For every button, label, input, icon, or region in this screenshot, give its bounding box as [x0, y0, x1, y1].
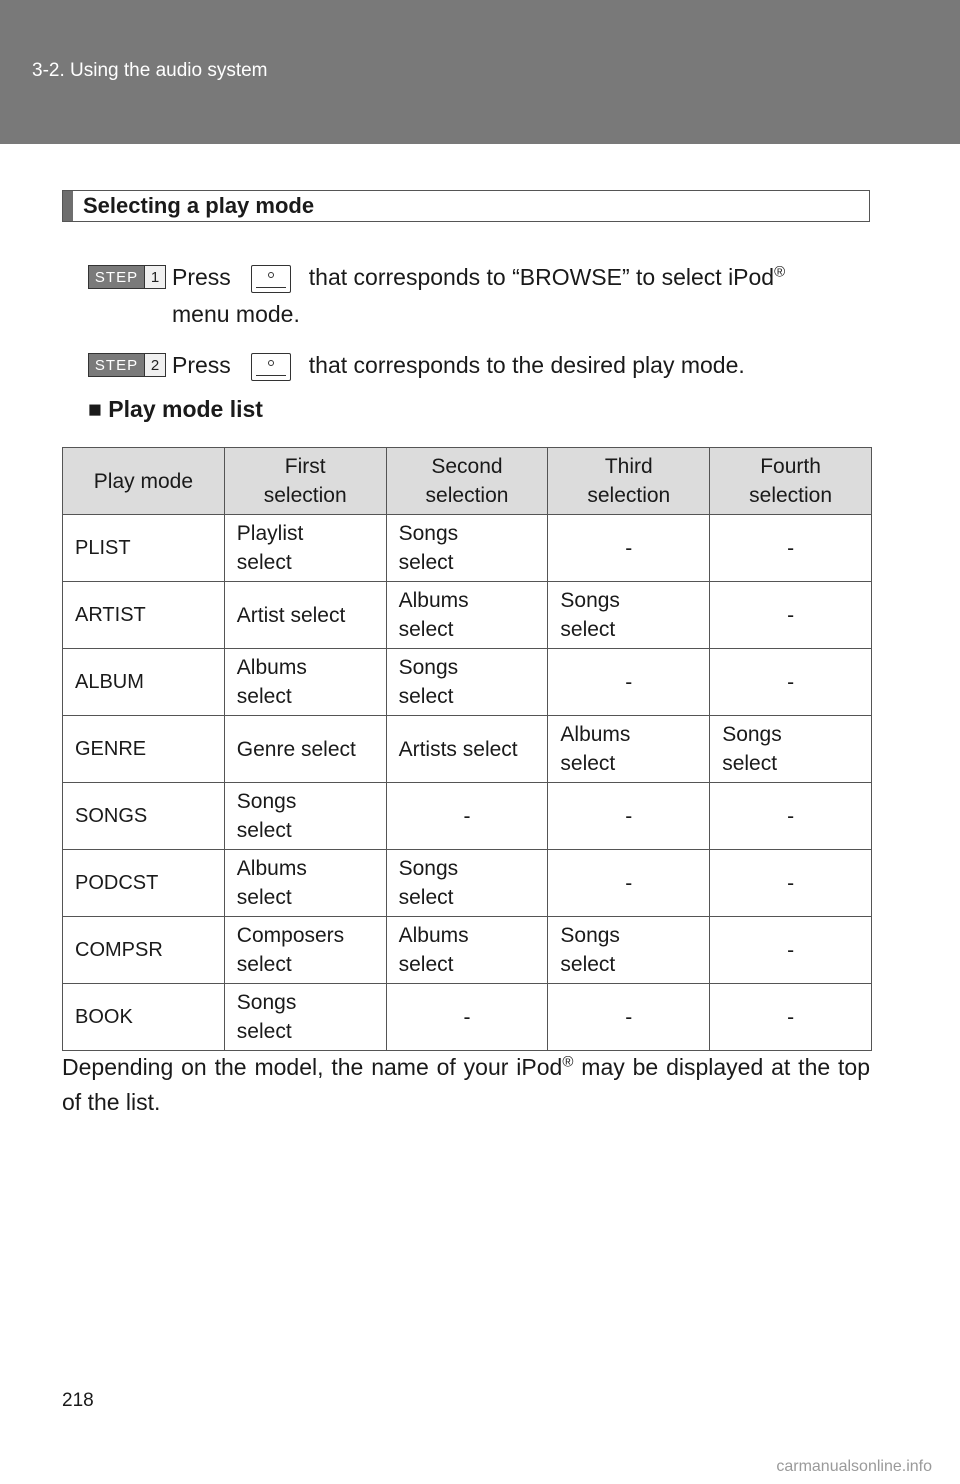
cell-text: Play mode [93, 469, 193, 493]
step-2-badge [88, 353, 166, 377]
cell-text: - [787, 670, 795, 694]
selection-cell [548, 649, 710, 716]
selection-cell [710, 917, 872, 984]
note-text: Depending on the model, the name of your iPod [62, 1054, 563, 1080]
table-row [63, 515, 872, 582]
play-mode-table [62, 447, 872, 1051]
cell-text: - [625, 536, 633, 560]
page-number: 218 [62, 1390, 94, 1411]
selection-cell [386, 984, 548, 1051]
page-header [0, 0, 960, 144]
cell-text: Albums [398, 589, 469, 612]
cell-text: select [236, 953, 292, 976]
selection-cell [224, 783, 386, 850]
cell-text: select [236, 685, 292, 708]
selection-cell [548, 515, 710, 582]
selection-cell [548, 716, 710, 783]
step-2-instruction: that corresponds to the desired play mode. [308, 352, 745, 378]
cell-text: select [398, 953, 454, 976]
step-2-text [172, 347, 745, 384]
selection-cell [710, 783, 872, 850]
selection-cell [548, 582, 710, 649]
table-row [63, 850, 872, 917]
cell-text: Albums [398, 924, 469, 947]
selection-cell [548, 984, 710, 1051]
selection-cell [224, 649, 386, 716]
selection-cell [710, 716, 872, 783]
selection-cell [386, 515, 548, 582]
play-mode-cell [63, 984, 225, 1051]
table-header-row [63, 448, 872, 515]
play-mode-cell [63, 850, 225, 917]
cell-text: Songs [236, 991, 297, 1014]
cell-text: First [284, 455, 326, 478]
cell-text: ALBUM [75, 670, 144, 693]
play-mode-cell [63, 515, 225, 582]
cell-text: Composers [236, 924, 345, 947]
cell-text: select [398, 886, 454, 909]
cell-text: select [560, 953, 616, 976]
play-mode-cell [63, 917, 225, 984]
cell-text: selection [587, 484, 671, 507]
cell-text: - [787, 603, 795, 627]
cell-text: selection [263, 484, 347, 507]
cell-text: select [560, 618, 616, 641]
cell-text: - [625, 670, 633, 694]
play-mode-cell [63, 783, 225, 850]
cell-text: select [722, 752, 778, 775]
cell-text: Songs [398, 857, 459, 880]
column-header [548, 448, 710, 515]
square-bullet-icon: ■ [88, 396, 102, 422]
step-badge-word: STEP [89, 354, 144, 376]
selection-cell [224, 515, 386, 582]
heading-marker [63, 191, 73, 221]
cell-text: Artists select [398, 737, 518, 761]
table-body [63, 515, 872, 1051]
step-badge-word: STEP [89, 266, 144, 288]
cell-text: selection [425, 484, 509, 507]
step-badge-number: 2 [144, 354, 165, 376]
heading-text: Selecting a play mode [83, 193, 315, 218]
section-heading [62, 190, 870, 222]
cell-text: Songs [560, 589, 620, 612]
column-header [386, 448, 548, 515]
cell-text: PODCST [75, 871, 159, 894]
cell-text: PLIST [75, 536, 131, 559]
cell-text: Genre select [236, 737, 356, 761]
selection-cell [710, 850, 872, 917]
cell-text: select [560, 752, 616, 775]
cell-text: - [787, 871, 795, 895]
play-mode-cell [63, 582, 225, 649]
cell-text: Playlist [236, 522, 304, 545]
cell-text: select [398, 685, 454, 708]
cell-text: COMPSR [75, 938, 163, 961]
column-header [63, 448, 225, 515]
selection-cell [548, 917, 710, 984]
cell-text: BOOK [75, 1005, 133, 1028]
note-text-end: may be displayed at the top of the list. [62, 1054, 871, 1115]
cell-text: - [463, 804, 471, 828]
cell-text: - [787, 536, 795, 560]
selection-cell [386, 649, 548, 716]
cell-text: select [236, 1020, 292, 1043]
selection-cell [710, 984, 872, 1051]
cell-text: Songs [398, 656, 459, 679]
selection-cell [386, 850, 548, 917]
step-1-badge [88, 265, 166, 289]
selection-cell [386, 716, 548, 783]
step-badge-number: 1 [144, 266, 165, 288]
cell-text: ARTIST [75, 603, 146, 626]
selection-cell [224, 582, 386, 649]
cell-text: select [398, 618, 454, 641]
step-1-text [172, 259, 785, 333]
cell-text: - [625, 1005, 633, 1029]
cell-text: Albums [560, 723, 631, 746]
table-row [63, 917, 872, 984]
cell-text: Songs [236, 790, 297, 813]
section-title: 3-2. Using the audio system [32, 60, 268, 81]
cell-text: Songs [722, 723, 782, 746]
cell-text: Second [431, 455, 503, 478]
cell-text: - [625, 804, 633, 828]
registered-mark: ® [562, 1053, 574, 1071]
table-row [63, 984, 872, 1051]
cell-text: Albums [236, 656, 307, 679]
cell-text: SONGS [75, 804, 148, 827]
table-row [63, 783, 872, 850]
footnote [62, 1050, 870, 1120]
selection-cell [386, 582, 548, 649]
column-header [224, 448, 386, 515]
cell-text: select [236, 551, 292, 574]
cell-text: - [787, 938, 795, 962]
cell-text: Albums [236, 857, 307, 880]
selection-cell [224, 850, 386, 917]
registered-mark: ® [774, 263, 786, 281]
play-mode-cell [63, 649, 225, 716]
selection-cell [710, 582, 872, 649]
cell-text: - [787, 804, 795, 828]
table-row [63, 582, 872, 649]
subheading-text: Play mode list [108, 396, 263, 422]
cell-text: - [625, 871, 633, 895]
cell-text: select [236, 886, 292, 909]
cell-text: - [463, 1005, 471, 1029]
watermark: carmanualsonline.info [776, 1458, 932, 1475]
step-1 [88, 259, 785, 333]
selection-cell [710, 515, 872, 582]
step-2 [88, 347, 745, 384]
button-icon [251, 353, 291, 381]
cell-text: GENRE [75, 737, 147, 760]
step-2-press: Press [172, 352, 231, 378]
cell-text: Songs [398, 522, 459, 545]
play-mode-cell [63, 716, 225, 783]
selection-cell [386, 783, 548, 850]
cell-text: Third [604, 455, 653, 478]
cell-text: Fourth [760, 455, 821, 478]
column-header [710, 448, 872, 515]
step-1-press: Press [172, 264, 231, 290]
selection-cell [710, 649, 872, 716]
selection-cell [548, 783, 710, 850]
table-row [63, 716, 872, 783]
cell-text: Artist select [236, 603, 346, 627]
button-icon [251, 265, 291, 293]
selection-cell [386, 917, 548, 984]
cell-text: selection [749, 484, 833, 507]
step-1-instruction: that corresponds to “BROWSE” to select iPod [308, 264, 775, 290]
cell-text: select [398, 551, 454, 574]
play-mode-list-heading [88, 396, 263, 423]
selection-cell [224, 716, 386, 783]
selection-cell [548, 850, 710, 917]
cell-text: select [236, 819, 292, 842]
selection-cell [224, 917, 386, 984]
cell-text: - [787, 1005, 795, 1029]
selection-cell [224, 984, 386, 1051]
cell-text: Songs [560, 924, 620, 947]
table-row [63, 649, 872, 716]
step-1-line2: menu mode. [172, 301, 300, 327]
